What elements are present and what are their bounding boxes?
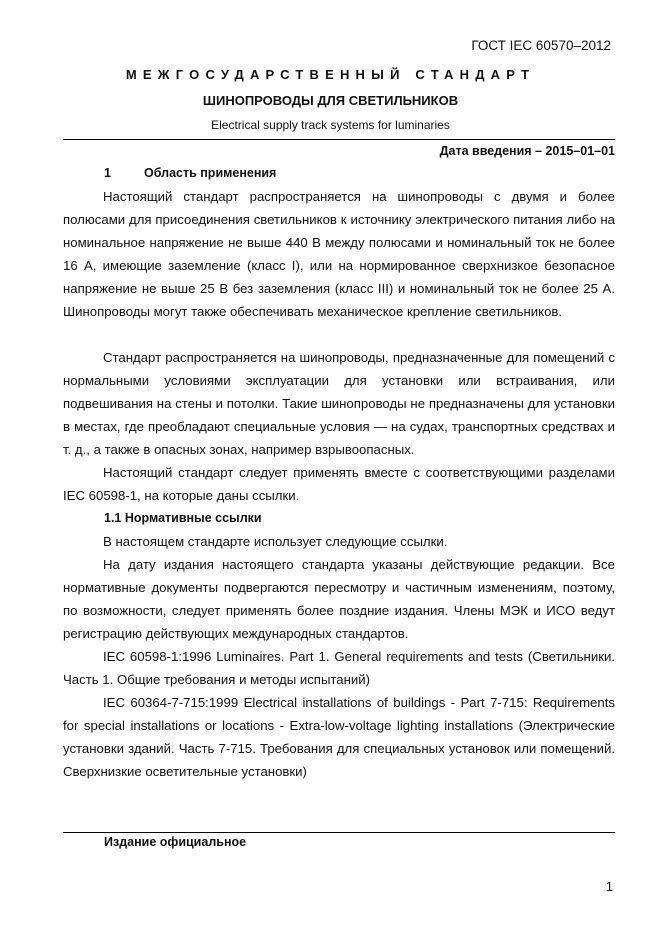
page-number: 1 (605, 879, 613, 894)
paragraph: На дату издания настоящего стандарта указаны действующие редакции. Все нормативные документы подвергаются пересмотру и частичным изменениям, поэтому, по возможности, следует применять более поздние издания. Члены МЭК и ИСО ведут регистрацию действующих международных стандартов. (63, 557, 615, 641)
footer-divider (63, 832, 615, 833)
standard-type: МЕЖГОСУДАРСТВЕННЫЙ СТАНДАРТ (125, 67, 536, 82)
section-number: 1 (104, 166, 111, 180)
paragraph: Настоящий стандарт следует применять вместе с соответствующими разделами IEC 60598-1, на которые даны ссылки. (63, 465, 615, 503)
section-1-1-heading: 1.1 Нормативные ссылки (104, 511, 262, 525)
header-divider (63, 139, 615, 140)
document-title: ШИНОПРОВОДЫ ДЛЯ СВЕТИЛЬНИКОВ (202, 93, 459, 108)
section-1-heading (104, 166, 276, 180)
edition-label: Издание официальное (104, 835, 247, 849)
document-code: ГОСТ IEC 60570–2012 (471, 38, 611, 53)
paragraph: Настоящий стандарт распространяется на шинопроводы с двумя и более полюсами для присоединения светильников к источнику электрического питания либо на номинальное напряжение не выше 440 В между полюсами и номинальный ток не более 16 А, имеющие заземление (класс I), или на нормированное сверхнизкое безопасное напряжение не выше 25 В без заземления (класс III) и номинальный ток не более 25 А. Шинопроводы могут также обеспечивать механическое крепление светильников. (63, 189, 615, 319)
document-title-english: Electrical supply track systems for luminaries (211, 118, 450, 132)
paragraph: Стандарт распространяется на шинопроводы, предназначенные для помещений с нормальными условиями эксплуатации для установки или встраивания, или подвешивания на стены и потолки. Такие шинопроводы не предназначены для установки в местах, где преобладают специальные условия — на судах, транспортных средствах и т. д., а также в опасных зонах, например взрывоопасных. (63, 350, 615, 457)
introduction-date: Дата введения – 2015–01–01 (439, 144, 615, 158)
paragraph: В настоящем стандарте использует следующие ссылки. (103, 534, 448, 549)
reference-item: IEC 60364-7-715:1999 Electrical installations of buildings - Part 7-715: Requirements for special installations or locations - Extra-low-voltage lighting installations (Электрические установки зданий. Часть 7-715. Требования для специальных установок или помещений. Сверхнизкие осветительные установки) (63, 695, 615, 779)
reference-item: IEC 60598-1:1996 Luminaires. Part 1. General requirements and tests (Светильники. Часть 1. Общие требования и методы испытаний) (63, 649, 615, 687)
section-title: Область применения (144, 166, 277, 180)
